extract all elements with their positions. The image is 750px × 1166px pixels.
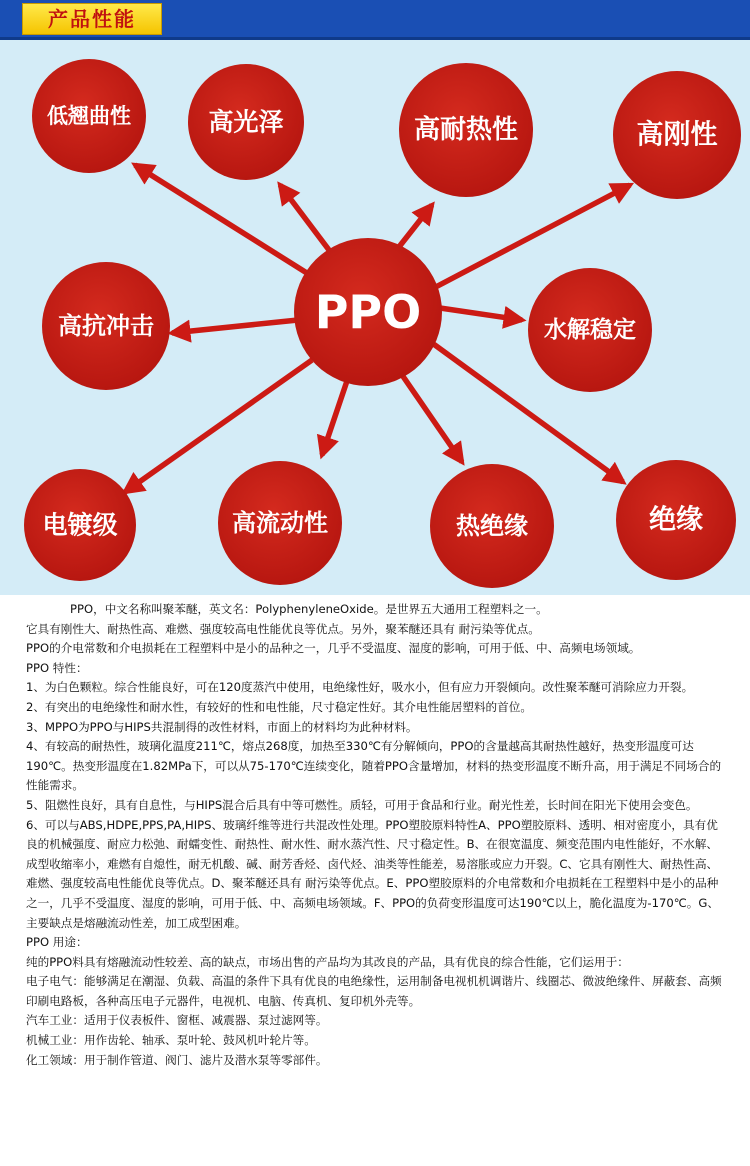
arrow-high-impact	[172, 320, 298, 333]
node-electroplating	[24, 469, 136, 581]
node-low-warpage	[32, 59, 146, 173]
use-item: 汽车工业：适用于仪表板件、窗框、减震器、泵过滤网等。	[26, 1013, 328, 1028]
intro-paragraph: PPO的介电常数和介电损耗在工程塑料中是小的品种之一，几乎不受温度、湿度的影响，可用于低、中、高频电场领域。	[26, 641, 641, 656]
description-text	[26, 600, 726, 1070]
feature-item: 3、MPPO为PPO与HIPS共混制得的改性材料，市面上的材料均为此种材料。	[26, 719, 418, 734]
feature-item: 6、可以与ABS,HDPE,PPS,PA,HIPS、玻璃纤维等进行共混改性处理。PPO塑胶原料特性A、PPO塑胶原料、透明、相对密度小，具有优良的机械强度、耐应力松弛、耐蠕变性、耐热性、耐水性、耐水蒸汽性、尺寸稳定性。B、在很宽温度、频变范围内电性能好，不水解、成型收缩率小，难燃有自熄性，耐无机酸、碱、耐芳香烃、卤代烃、油类等性能差，易溶胀或应力开裂。C、它具有刚性大、耐热性高、难燃、强度较高电性能优良等优点。D、聚苯醚还具有 耐污染等优点。E、PPO塑胶原料的介电常数和介电损耗在工程塑料中是小的品种之一，几乎不受温度、湿度的影响，可用于低、中、高频电场领域。F、PPO的负荷变形温度可达190℃以上，脆化温度为-170℃。G、主要缺点是熔融流动性差，加工成型困难。	[26, 817, 719, 930]
label-electroplating: 电镀级	[42, 510, 118, 540]
diagram-svg	[0, 40, 750, 595]
center-label: PPO	[314, 285, 422, 339]
ppo-property-diagram	[0, 40, 750, 595]
arrow-thermal-insulation	[400, 372, 462, 462]
features-heading: PPO 特性：	[26, 660, 88, 675]
label-high-impact: 高抗冲击	[58, 312, 154, 340]
node-high-flow	[218, 461, 342, 585]
feature-item: 5、阻燃性良好，具有自息性，与HIPS混合后具有中等可燃性。质轻，可用于食品和行业。耐光性差，长时间在阳光下使用会变色。	[26, 797, 698, 812]
center-node	[294, 238, 442, 386]
label-high-rigidity: 高刚性	[636, 119, 718, 151]
feature-item: 1、为白色颗粒。综合性能良好，可在120度蒸汽中使用，电绝缘性好，吸水小，但有应力开裂倾向。改性聚苯醚可消除应力开裂。	[26, 680, 694, 695]
feature-item: 2、有突出的电绝缘性和耐水性，有较好的性和电性能，尺寸稳定性好。其介电性能居塑料的首位。	[26, 699, 532, 714]
intro-paragraph: 它具有刚性大、耐热性高、难燃、强度较高电性能优良等优点。另外，聚苯醚还具有 耐污染等优点。	[26, 621, 540, 636]
section-title: 产品性能	[22, 3, 162, 35]
feature-item: 4、有较高的耐热性，玻璃化温度211℃，熔点268度，加热至330℃有分解倾向，PPO的含量越高其耐热性越好，热变形温度可达190℃。热变形温度在1.82MPa下，可以从75-170℃连续变化，随着PPO含量增加，材料的热变形温度不断升高，用于满足不同场合的性能需求。	[26, 739, 722, 793]
use-item: 化工领域：用于制作管道、阀门、滤片及潜水泵等零部件。	[26, 1052, 328, 1067]
label-insulation: 绝缘	[649, 504, 703, 536]
node-thermal-insulation	[430, 464, 554, 588]
label-high-gloss: 高光泽	[208, 107, 284, 137]
label-hydrolysis: 水解稳定	[544, 317, 636, 343]
header-bar	[0, 0, 750, 40]
uses-heading: PPO 用途：	[26, 935, 88, 950]
arrow-low-warpage	[135, 165, 318, 280]
use-item: 电子电气：能够满足在潮湿、负载、高温的条件下具有优良的电绝缘性，运用制备电视机机调谐片、线圈芯、微波绝缘件、屏蔽套、高频印刷电路板，各种高压电子元器件，电视机、电脑、传真机、复印机外壳等。	[26, 974, 722, 1008]
node-high-rigidity	[613, 71, 741, 199]
node-high-impact	[42, 262, 170, 390]
arrow-hydrolysis	[440, 308, 522, 320]
label-high-heat: 高耐热性	[413, 115, 519, 145]
node-high-gloss	[188, 64, 304, 180]
intro-paragraph: PPO，中文名称叫聚苯醚，英文名：PolyphenyleneOxide。是世界五大通用工程塑料之一。	[70, 602, 548, 616]
label-high-flow: 高流动性	[232, 509, 328, 537]
arrow-high-gloss	[280, 185, 335, 258]
label-low-warpage: 低翘曲性	[47, 104, 131, 128]
node-high-heat	[399, 63, 533, 197]
node-insulation	[616, 460, 736, 580]
arrow-high-heat	[395, 205, 432, 252]
use-item: 机械工业：用作齿轮、轴承、泵叶轮、鼓风机叶轮片等。	[26, 1033, 316, 1048]
use-item: 纯的PPO料具有熔融流动性较差、高的缺点，市场出售的产品均为其改良的产品，具有优良的综合性能，它们运用于：	[26, 954, 629, 969]
node-hydrolysis	[528, 268, 652, 392]
arrow-high-flow	[322, 372, 350, 455]
label-thermal-insulation: 热绝缘	[456, 512, 528, 540]
